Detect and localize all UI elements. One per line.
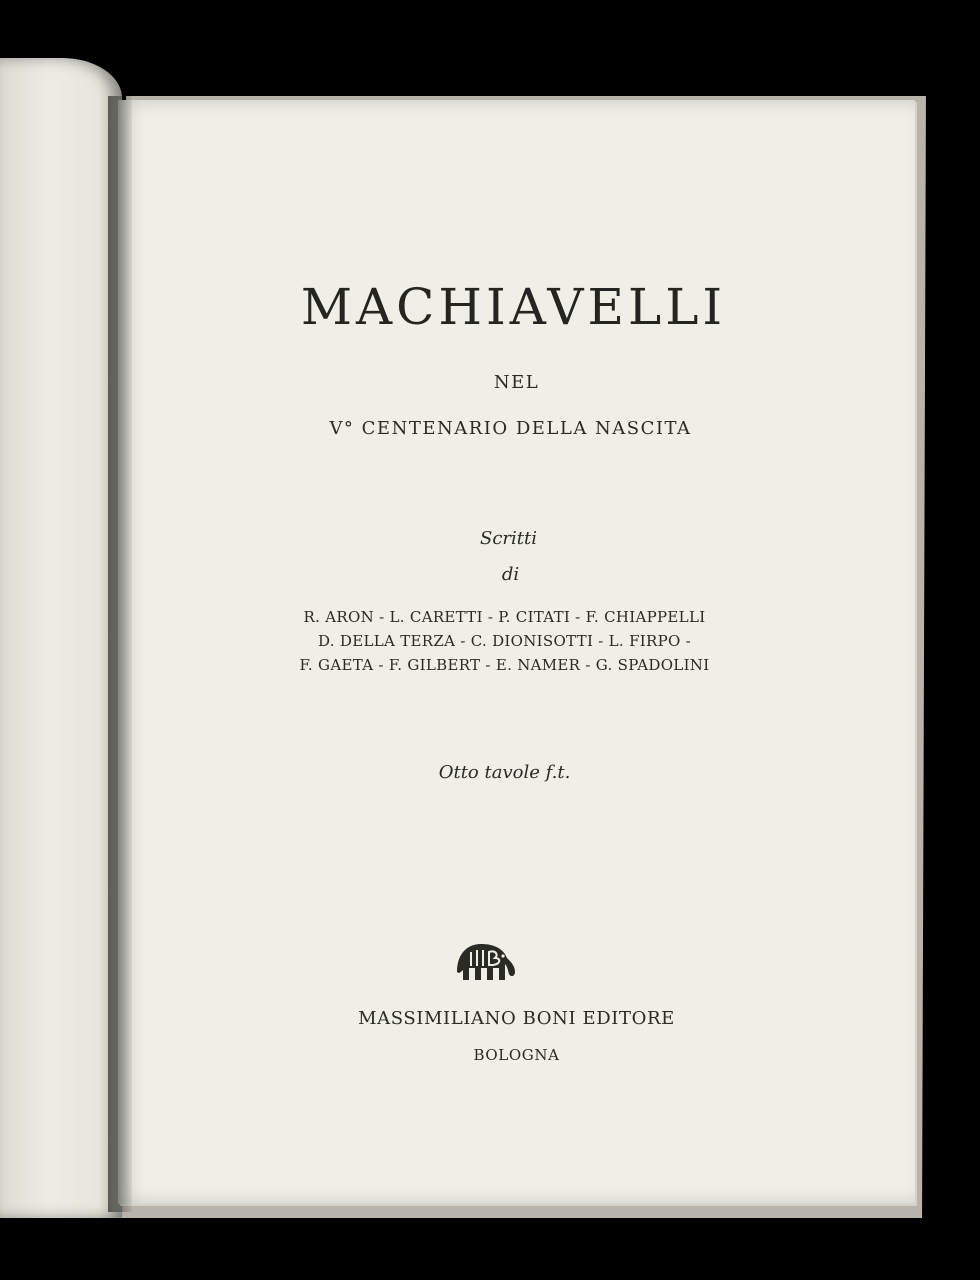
authors-line: F. GAETA - F. GILBERT - E. NAMER - G. SPADOLINI: [299, 656, 710, 674]
authors-list: [118, 605, 915, 677]
subtitle-line-2: V° CENTENARIO DELLA NASCITA: [329, 418, 692, 439]
elephant-mb-logo: [453, 932, 519, 984]
publisher-city: BOLOGNA: [473, 1046, 560, 1064]
plates-note: Otto tavole f.t.: [438, 762, 571, 783]
authors-line: R. ARON - L. CARETTI - P. CITATI - F. CHIAPPELLI: [303, 608, 706, 626]
di-label: di: [501, 564, 520, 585]
scritti-label: Scritti: [480, 528, 537, 549]
publisher-name: MASSIMILIANO BONI EDITORE: [358, 1008, 675, 1029]
title-page: [118, 100, 915, 1204]
subtitle-line-1: NEL: [493, 372, 540, 393]
authors-line: D. DELLA TERZA - C. DIONISOTTI - L. FIRPO -: [317, 632, 692, 650]
gutter-shadow: [108, 96, 132, 1212]
book-title: MACHIAVELLI: [300, 278, 727, 336]
